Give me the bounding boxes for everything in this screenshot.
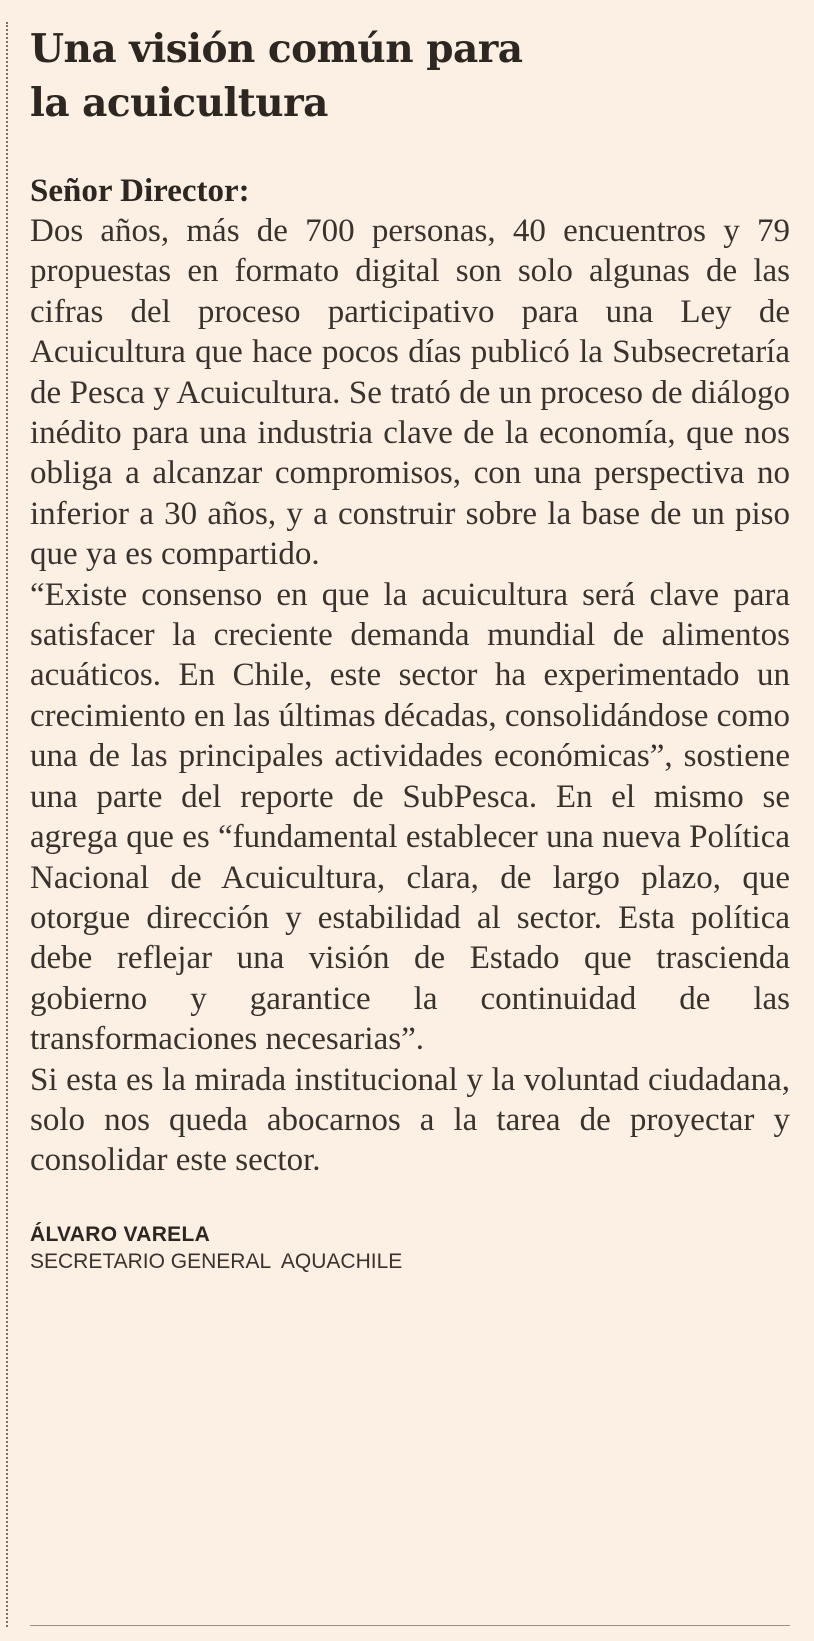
bottom-divider	[30, 1625, 790, 1626]
headline-line-2: la acuicultura	[30, 80, 328, 126]
letter-article	[30, 22, 790, 1275]
paragraph-3: Si esta es la mirada institucional y la voluntad ciudadana, solo nos queda abocarnos a la tarea de proyectar y consolidar este sector.	[30, 1061, 790, 1179]
salutation: Señor Director:	[30, 173, 250, 209]
headline-line-1: Una visión común para	[30, 26, 523, 72]
paragraph-2: “Existe consenso en que la acuicultura será clave para satisfacer la creciente demanda mundial de alimentos acuáticos. En Chile, este sector ha experimentado un crecimiento en las últimas décadas, consolidándose como una de las principales actividades económicas”, sostiene una parte del reporte de SubPesca. En el mismo se agrega que es “fundamental establecer una nueva Política Nacional de Acuicultura, clara, de largo plazo, que otorgue dirección y estabilidad al sector. Esta política debe reflejar una visión de Estado que trascienda gobierno y garantice la continuidad de las transformaciones necesarias”.	[30, 576, 790, 1058]
author-name: ÁLVARO VARELA	[30, 1222, 211, 1246]
signature-block	[30, 1221, 790, 1275]
dotted-divider	[6, 22, 8, 1627]
letter-body	[30, 211, 790, 1181]
author-role: SECRETARIO GENERAL AQUACHILE	[30, 1249, 403, 1273]
headline	[30, 22, 790, 130]
paragraph-1: Dos años, más de 700 personas, 40 encuentros y 79 propuestas en formato digital son solo algunas de las cifras del proceso participativo para una Ley de Acuicultura que hace pocos días publicó la Subsecretaría de Pesca y Acuicultura. Se trató de un proceso de diálogo inédito para una industria clave de la economía, que nos obliga a alcanzar compromisos, con una perspectiva no inferior a 30 años, y a construir sobre la base de un piso que ya es compartido.	[30, 213, 790, 573]
